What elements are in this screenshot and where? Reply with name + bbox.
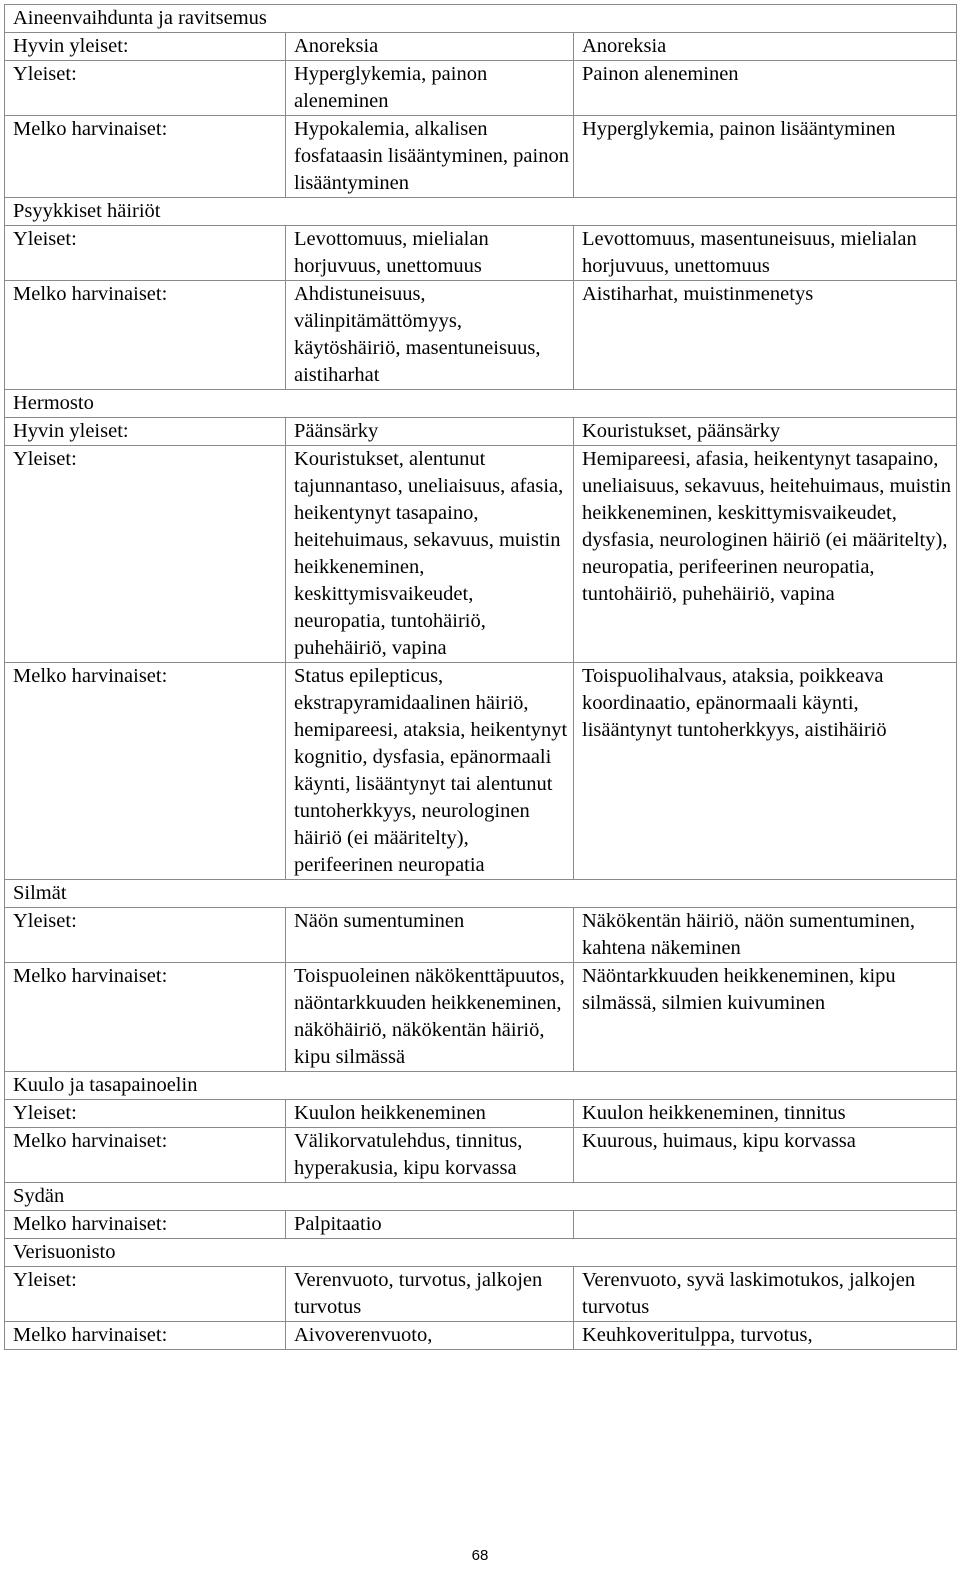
- column-3-cell: Hyperglykemia, painon lisääntyminen: [574, 116, 957, 198]
- adverse-effects-table: [4, 4, 957, 1350]
- frequency-cell: Yleiset:: [5, 61, 286, 116]
- table-row: [5, 908, 957, 963]
- column-2-cell: Aivoverenvuoto,: [286, 1322, 574, 1350]
- frequency-cell: Melko harvinaiset:: [5, 116, 286, 198]
- section-title: Silmät: [5, 880, 957, 908]
- column-3-cell: Hemipareesi, afasia, heikentynyt tasapaino, uneliaisuus, sekavuus, heitehuimaus, muistin heikkeneminen, keskittymisvaikeudet, dysfasia, neurologinen häiriö (ei määritelty), neuropatia, perifeerinen neuropatia, tuntohäiriö, puhehäiriö, vapina: [574, 446, 957, 663]
- section-title: Kuulo ja tasapainoelin: [5, 1072, 957, 1100]
- table-row: [5, 963, 957, 1072]
- section-header-row: [5, 5, 957, 33]
- section-header-row: [5, 1239, 957, 1267]
- table-row: [5, 226, 957, 281]
- table-row: [5, 281, 957, 390]
- table-body: [5, 5, 957, 1350]
- column-3-cell: Toispuolihalvaus, ataksia, poikkeava koordinaatio, epänormaali käynti, lisääntynyt tuntoherkkyys, aistihäiriö: [574, 663, 957, 880]
- section-header-row: [5, 198, 957, 226]
- column-2-cell: Välikorvatulehdus, tinnitus, hyperakusia, kipu korvassa: [286, 1128, 574, 1183]
- column-3-cell: Keuhkoveritulppa, turvotus,: [574, 1322, 957, 1350]
- frequency-cell: Melko harvinaiset:: [5, 963, 286, 1072]
- table-row: [5, 33, 957, 61]
- column-3-cell: Painon aleneminen: [574, 61, 957, 116]
- column-2-cell: Levottomuus, mielialan horjuvuus, unettomuus: [286, 226, 574, 281]
- section-title: Psyykkiset häiriöt: [5, 198, 957, 226]
- column-3-cell: Kuurous, huimaus, kipu korvassa: [574, 1128, 957, 1183]
- column-2-cell: Hyperglykemia, painon aleneminen: [286, 61, 574, 116]
- frequency-cell: Yleiset:: [5, 446, 286, 663]
- column-2-cell: Palpitaatio: [286, 1211, 574, 1239]
- column-3-cell: Levottomuus, masentuneisuus, mielialan horjuvuus, unettomuus: [574, 226, 957, 281]
- column-2-cell: Toispuoleinen näkökenttäpuutos, näöntarkkuuden heikkeneminen, näköhäiriö, näkökentän häiriö, kipu silmässä: [286, 963, 574, 1072]
- section-title: Sydän: [5, 1183, 957, 1211]
- table-row: [5, 1100, 957, 1128]
- column-2-cell: Anoreksia: [286, 33, 574, 61]
- frequency-cell: Yleiset:: [5, 1100, 286, 1128]
- column-3-cell: Verenvuoto, syvä laskimotukos, jalkojen turvotus: [574, 1267, 957, 1322]
- frequency-cell: Yleiset:: [5, 1267, 286, 1322]
- column-2-cell: Kuulon heikkeneminen: [286, 1100, 574, 1128]
- column-3-cell: Näöntarkkuuden heikkeneminen, kipu silmässä, silmien kuivuminen: [574, 963, 957, 1072]
- frequency-cell: Melko harvinaiset:: [5, 281, 286, 390]
- frequency-cell: Melko harvinaiset:: [5, 1128, 286, 1183]
- column-3-cell: Kouristukset, päänsärky: [574, 418, 957, 446]
- column-3-cell: Anoreksia: [574, 33, 957, 61]
- column-3-cell: Näkökentän häiriö, näön sumentuminen, kahtena näkeminen: [574, 908, 957, 963]
- table-row: [5, 61, 957, 116]
- section-title: Verisuonisto: [5, 1239, 957, 1267]
- frequency-cell: Hyvin yleiset:: [5, 33, 286, 61]
- column-2-cell: Kouristukset, alentunut tajunnantaso, uneliaisuus, afasia, heikentynyt tasapaino, heitehuimaus, sekavuus, muistin heikkeneminen, keskittymisvaikeudet, neuropatia, tuntohäiriö, puhehäiriö, vapina: [286, 446, 574, 663]
- column-3-cell: Aistiharhat, muistinmenetys: [574, 281, 957, 390]
- column-2-cell: Status epilepticus, ekstrapyramidaalinen häiriö, hemipareesi, ataksia, heikentynyt kognitio, dysfasia, epänormaali käynti, lisääntynyt tai alentunut tuntoherkkyys, neurologinen häiriö (ei määritelty), perifeerinen neuropatia: [286, 663, 574, 880]
- column-3-cell: [574, 1211, 957, 1239]
- frequency-cell: Melko harvinaiset:: [5, 1211, 286, 1239]
- table-row: [5, 1267, 957, 1322]
- column-2-cell: Näön sumentuminen: [286, 908, 574, 963]
- column-2-cell: Verenvuoto, turvotus, jalkojen turvotus: [286, 1267, 574, 1322]
- table-row: [5, 116, 957, 198]
- frequency-cell: Melko harvinaiset:: [5, 663, 286, 880]
- section-title: Aineenvaihdunta ja ravitsemus: [5, 5, 957, 33]
- column-2-cell: Päänsärky: [286, 418, 574, 446]
- table-row: [5, 446, 957, 663]
- table-row: [5, 1322, 957, 1350]
- frequency-cell: Melko harvinaiset:: [5, 1322, 286, 1350]
- table-row: [5, 418, 957, 446]
- column-2-cell: Ahdistuneisuus, välinpitämättömyys, käytöshäiriö, masentuneisuus, aistiharhat: [286, 281, 574, 390]
- section-header-row: [5, 880, 957, 908]
- section-title: Hermosto: [5, 390, 957, 418]
- column-2-cell: Hypokalemia, alkalisen fosfataasin lisääntyminen, painon lisääntyminen: [286, 116, 574, 198]
- table-row: [5, 1211, 957, 1239]
- column-3-cell: Kuulon heikkeneminen, tinnitus: [574, 1100, 957, 1128]
- frequency-cell: Yleiset:: [5, 226, 286, 281]
- section-header-row: [5, 1183, 957, 1211]
- frequency-cell: Yleiset:: [5, 908, 286, 963]
- table-row: [5, 1128, 957, 1183]
- section-header-row: [5, 390, 957, 418]
- table-row: [5, 663, 957, 880]
- frequency-cell: Hyvin yleiset:: [5, 418, 286, 446]
- page-number: 68: [471, 1547, 489, 1564]
- section-header-row: [5, 1072, 957, 1100]
